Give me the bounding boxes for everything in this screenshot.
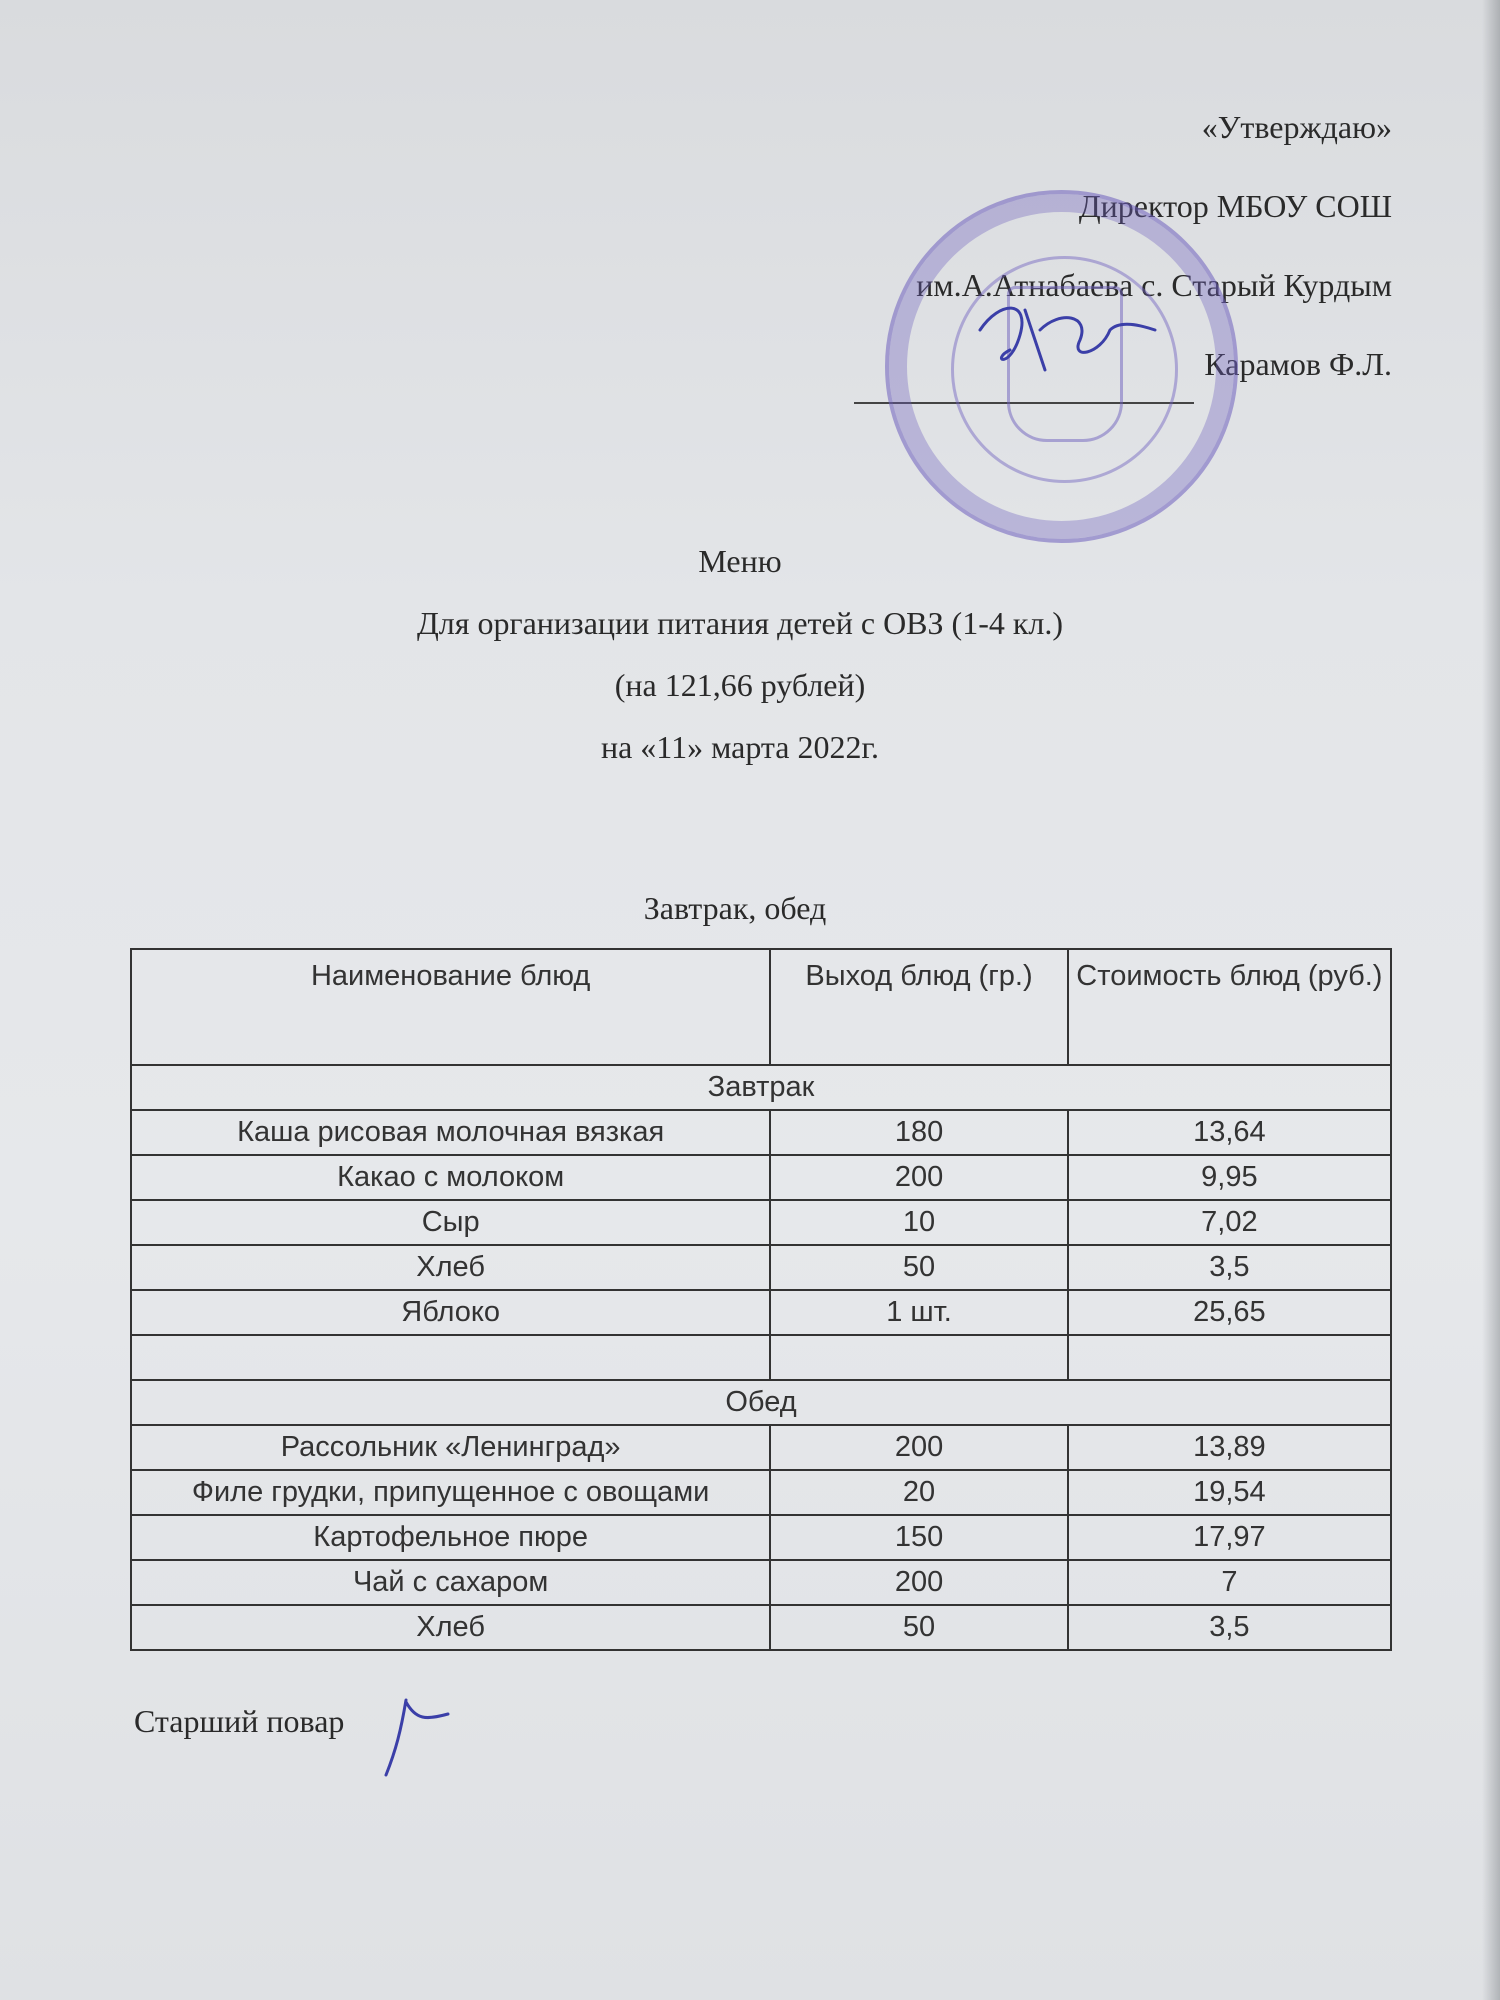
dish-name: Рассольник «Ленинград» xyxy=(131,1425,770,1470)
table-row xyxy=(131,1605,1391,1650)
dish-weight: 10 xyxy=(770,1200,1067,1245)
approval-line-1: «Утверждаю» xyxy=(1201,109,1392,145)
dish-cost: 7,02 xyxy=(1068,1200,1391,1245)
dish-cost: 3,5 xyxy=(1068,1245,1391,1290)
menu-title: Меню xyxy=(698,543,782,579)
column-header-dish: Наименование блюд xyxy=(131,949,770,1065)
table-row xyxy=(131,1470,1391,1515)
head-cook-label: Старший повар xyxy=(134,1703,345,1739)
table-row xyxy=(131,1515,1391,1560)
table-row xyxy=(131,1200,1391,1245)
section-name: Обед xyxy=(131,1380,1391,1425)
dish-name: Сыр xyxy=(131,1200,770,1245)
table-row xyxy=(131,1110,1391,1155)
dish-name: Чай с сахаром xyxy=(131,1560,770,1605)
dish-cost: 3,5 xyxy=(1068,1605,1391,1650)
menu-heading xyxy=(0,530,1480,778)
dish-cost: 9,95 xyxy=(1068,1155,1391,1200)
dish-weight: 50 xyxy=(770,1605,1067,1650)
menu-price: (на 121,66 рублей) xyxy=(614,667,866,703)
section-row xyxy=(131,1380,1391,1425)
dish-name: Картофельное пюре xyxy=(131,1515,770,1560)
dish-cost: 19,54 xyxy=(1068,1470,1391,1515)
dish-cost xyxy=(1068,1335,1391,1380)
dish-weight: 180 xyxy=(770,1110,1067,1155)
dish-name xyxy=(131,1335,770,1380)
dish-weight xyxy=(770,1335,1067,1380)
dish-name: Хлеб xyxy=(131,1605,770,1650)
table-row xyxy=(131,1155,1391,1200)
paper-edge-shadow xyxy=(1482,0,1500,2000)
table-row xyxy=(131,1290,1391,1335)
menu-table xyxy=(130,948,1392,1651)
dish-weight: 200 xyxy=(770,1155,1067,1200)
dish-name: Яблоко xyxy=(131,1290,770,1335)
menu-subtitle: Для организации питания детей с ОВЗ (1-4 кл.) xyxy=(416,605,1064,641)
dish-weight: 20 xyxy=(770,1470,1067,1515)
dish-weight: 1 шт. xyxy=(770,1290,1067,1335)
column-header-weight: Выход блюд (гр.) xyxy=(770,949,1067,1065)
dish-weight: 50 xyxy=(770,1245,1067,1290)
menu-table-body xyxy=(131,1065,1391,1650)
dish-cost: 17,97 xyxy=(1068,1515,1391,1560)
dish-name: Каша рисовая молочная вязкая xyxy=(131,1110,770,1155)
table-row xyxy=(131,1560,1391,1605)
approval-line-2: Директор МБОУ СОШ xyxy=(1078,188,1392,224)
menu-date: на «11» марта 2022г. xyxy=(600,729,880,765)
dish-cost: 7 xyxy=(1068,1560,1391,1605)
section-row xyxy=(131,1065,1391,1110)
director-name: Карамов Ф.Л. xyxy=(1204,346,1392,382)
dish-weight: 200 xyxy=(770,1425,1067,1470)
dish-weight: 200 xyxy=(770,1560,1067,1605)
table-row xyxy=(131,1425,1391,1470)
dish-cost: 25,65 xyxy=(1068,1290,1391,1335)
table-header-row xyxy=(131,949,1391,1065)
approval-line-3: им.А.Атнабаева с. Старый Курдым xyxy=(916,267,1392,303)
table-row xyxy=(131,1245,1391,1290)
head-cook-signature xyxy=(376,1690,456,1780)
dish-name: Хлеб xyxy=(131,1245,770,1290)
dish-cost: 13,89 xyxy=(1068,1425,1391,1470)
section-name: Завтрак xyxy=(131,1065,1391,1110)
dish-name: Филе грудки, припущенное с овощами xyxy=(131,1470,770,1515)
column-header-cost: Стоимость блюд (руб.) xyxy=(1068,949,1391,1065)
dish-name: Какао с молоком xyxy=(131,1155,770,1200)
dish-cost: 13,64 xyxy=(1068,1110,1391,1155)
director-signature xyxy=(970,290,1160,380)
dish-weight: 150 xyxy=(770,1515,1067,1560)
meal-section-title: Завтрак, обед xyxy=(643,890,827,926)
table-row xyxy=(131,1335,1391,1380)
